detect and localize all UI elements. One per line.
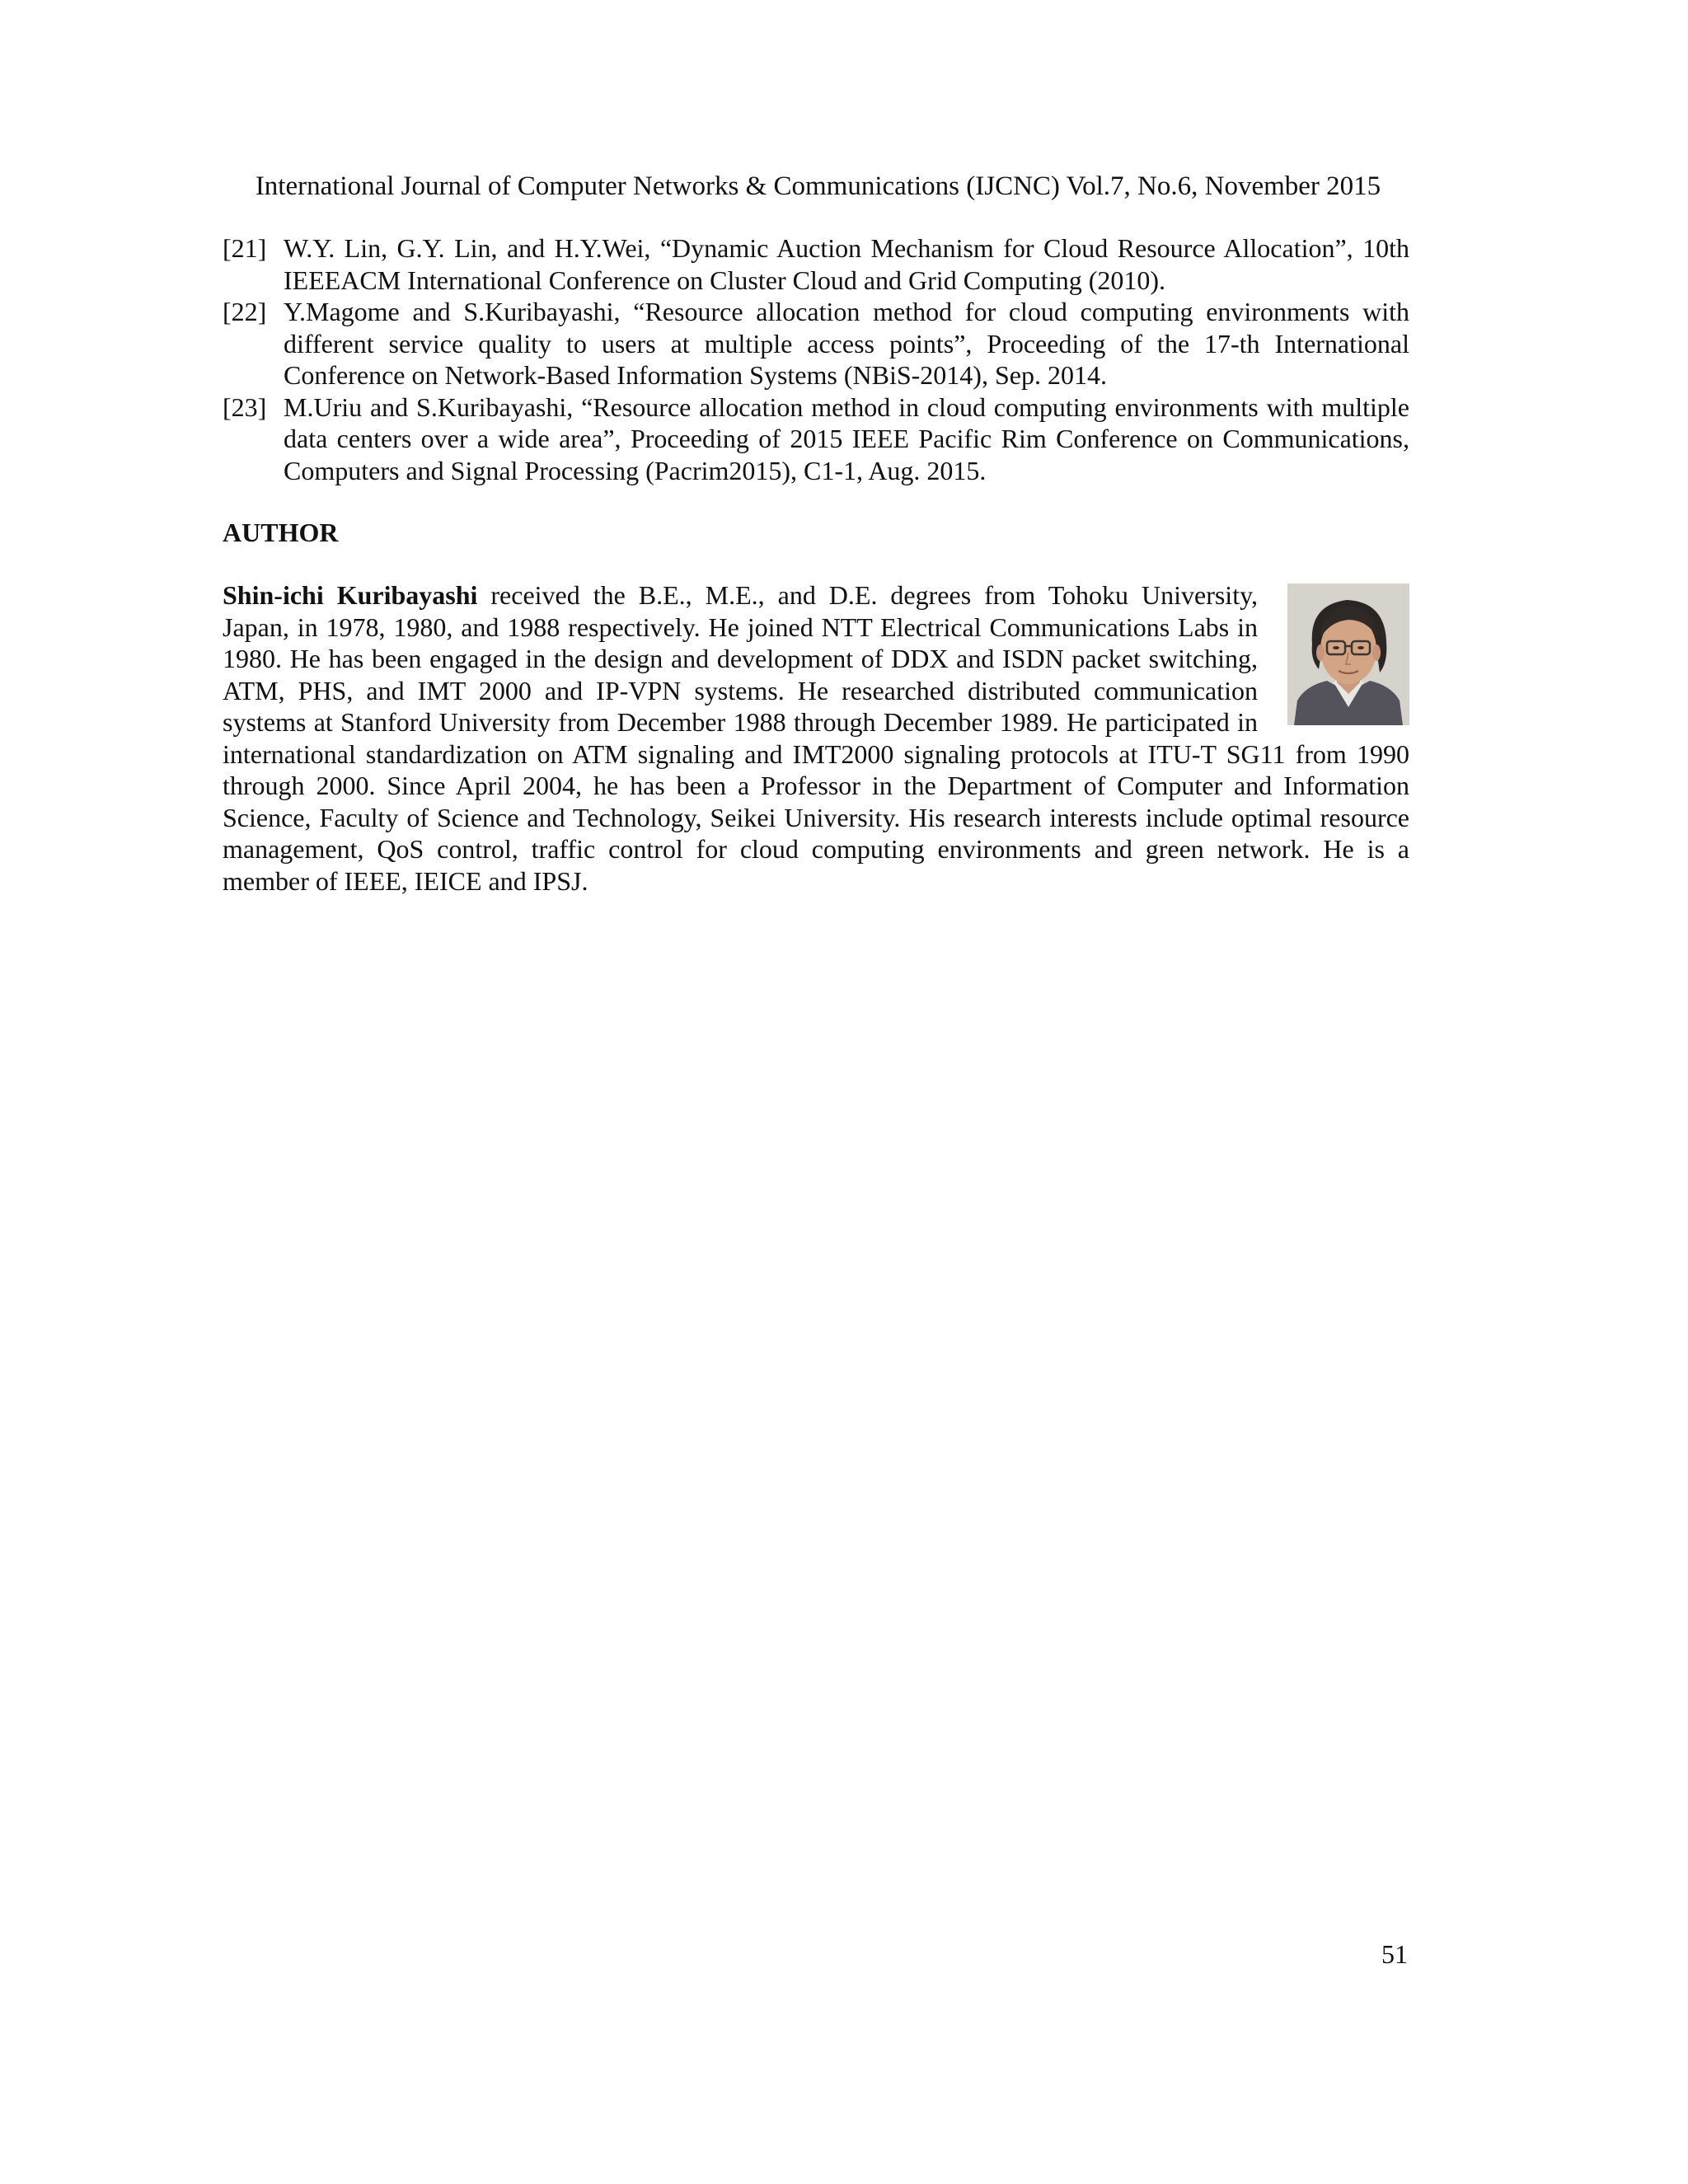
reference-item [223,232,1409,296]
page-number: 51 [1381,1939,1408,1969]
author-heading: AUTHOR [223,518,339,547]
author-bio-text: received the B.E., M.E., and D.E. degrees from Tohoku University, Japan, in 1978, 1980, and 1988 respectively. He joined NTT Electrical Communications Labs in 1980. He has been engaged in the design and development of DDX and ISDN packet switching, ATM, PHS, and IMT 2000 and IP-VPN systems. He researched distributed communication systems at Stanford University from December 1988 through December 1989. He participated in international standardization on ATM signaling and IMT2000 signaling protocols at ITU-T SG11 from 1990 through 2000. Since April 2004, he has been a Professor in the Department of Computer and Information Science, Faculty of Science and Technology, Seikei University. His research interests include optimal resource management, QoS control, traffic control for cloud computing environments and green network. He is a member of IEEE, IEICE and IPSJ. [223,580,1409,896]
reference-text: W.Y. Lin, G.Y. Lin, and H.Y.Wei, “Dynamic Auction Mechanism for Cloud Resource Allocation”, 10th IEEEACM International Conference on Cluster Cloud and Grid Computing (2010). [284,233,1409,295]
reference-number: [21] [223,233,267,263]
author-photo [1287,583,1409,725]
reference-text: Y.Magome and S.Kuribayashi, “Resource allocation method for cloud computing environments with different service quality to users at multiple access points”, Proceeding of the 17-th International Conference on Network-Based Information Systems (NBiS-2014), Sep. 2014. [284,297,1409,390]
reference-item [223,391,1409,487]
reference-item [223,296,1409,391]
reference-number: [23] [223,391,267,422]
running-header: International Journal of Computer Networks & Communications (IJCNC) Vol.7, No.6, November 2015 [255,171,1381,201]
author-portrait-icon [1287,583,1409,725]
reference-number: [22] [223,297,267,326]
reference-text: M.Uriu and S.Kuribayashi, “Resource allocation method in cloud computing environments with multiple data centers over a wide area”, Proceeding of 2015 IEEE Pacific Rim Conference on Communications, Computers and Signal Processing (Pacrim2015), C1-1, Aug. 2015. [284,391,1409,485]
reference-list [223,232,1409,486]
author-name: Shin-ichi Kuribayashi [223,580,478,610]
author-bio [223,579,1409,897]
